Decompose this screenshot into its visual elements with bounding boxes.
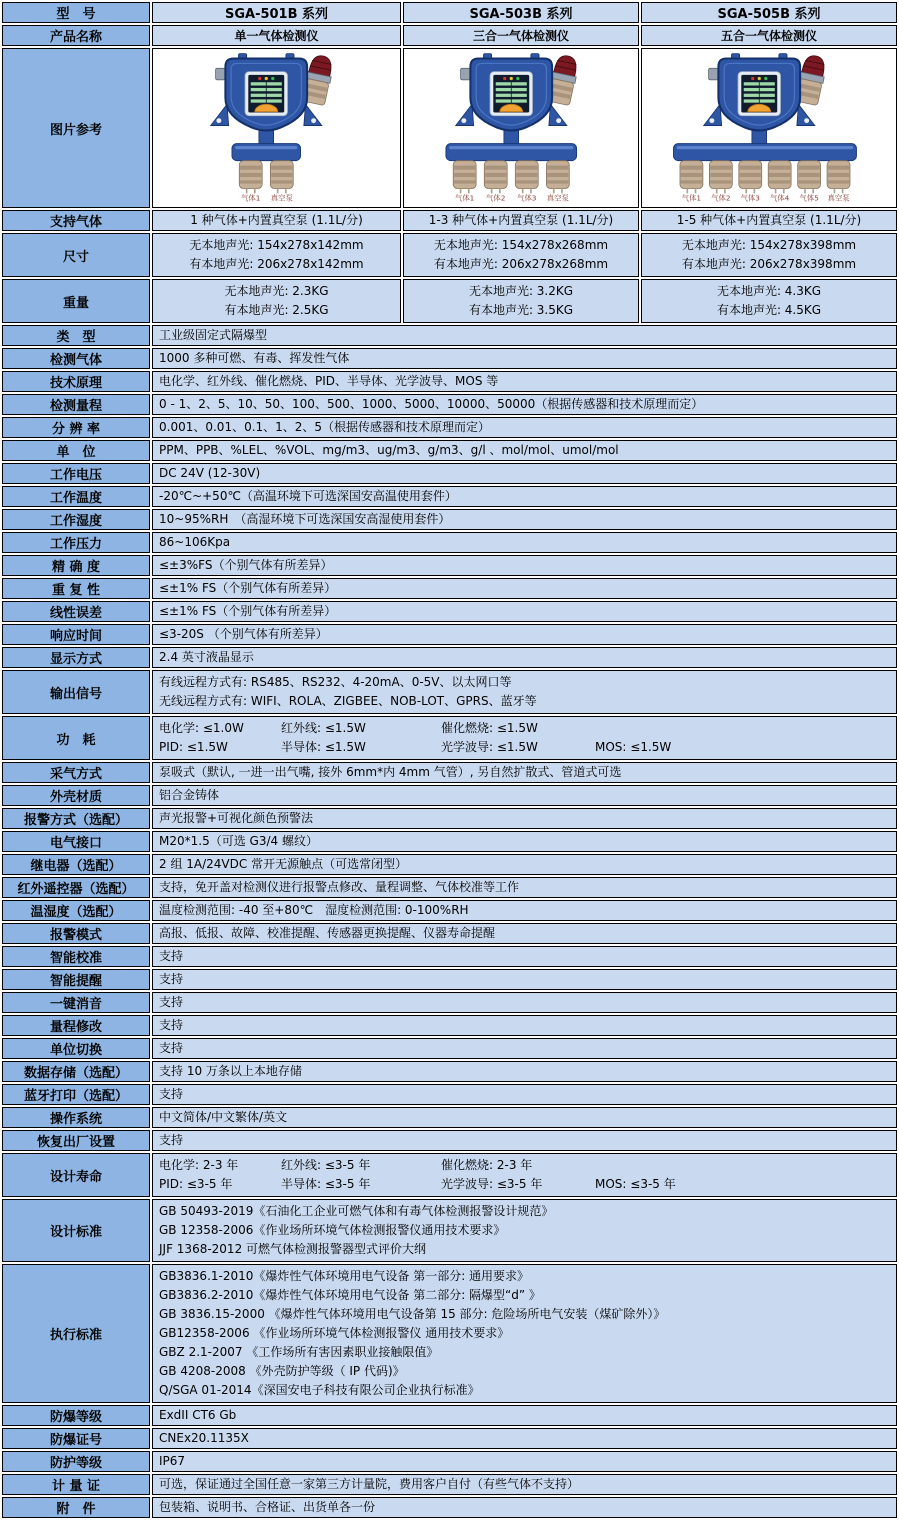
table-row [2, 509, 897, 530]
spec-value-cell [152, 279, 401, 323]
table-row [2, 670, 897, 714]
table-row [2, 532, 897, 553]
detail-line: GB 12358-2006《作业场所环境气体检测报警仪通用技术要求》 [159, 1223, 506, 1237]
detail-segment: 光学波导: ≤1.5W [441, 740, 538, 754]
detail-value-cell [152, 1061, 897, 1082]
spec-value-cell [641, 279, 897, 323]
spec-value-line: 1 种气体+内置真空泵 (1.1L/分) [190, 213, 363, 227]
spec-value-line: 有本地声光: 206x278x398mm [681, 257, 857, 271]
table-row [2, 877, 897, 898]
detail-line: 支持 [159, 949, 184, 963]
detail-value-cell [152, 1084, 897, 1105]
table-row [2, 969, 897, 990]
product-image-cell [403, 48, 639, 208]
detail-line: GB12358-2006 《作业场所环境气体检测报警仪 通用技术要求》 [159, 1326, 510, 1340]
product-name: 单一气体检测仪 [152, 25, 401, 46]
row-label: 数据存储（选配） [2, 1061, 150, 1082]
table-row [2, 463, 897, 484]
detail-line: 工业级固定式隔爆型 [159, 328, 268, 342]
row-label: 工作温度 [2, 486, 150, 507]
table-row [2, 1199, 897, 1262]
table-row [2, 348, 897, 369]
detail-value-cell [152, 716, 897, 760]
table-row [2, 1497, 897, 1518]
detail-line: GB3836.2-2010《爆炸性气体环境用电气设备 第二部分: 隔爆型“d” 》 [159, 1288, 541, 1302]
detail-value-cell [152, 854, 897, 875]
detail-line: 支持 [159, 972, 184, 986]
table-row [2, 1428, 897, 1449]
table-row [2, 647, 897, 668]
detail-value-cell [152, 1199, 897, 1262]
table-row [2, 1061, 897, 1082]
detail-line: 有线远程方式有: RS485、RS232、4-20mA、0-5V、以太网口等 [159, 675, 512, 689]
spec-value-line: 有本地声光: 206x278x142mm [189, 257, 364, 271]
table-row [2, 1474, 897, 1495]
spec-value-cell [641, 233, 897, 277]
detail-line: 声光报警+可视化颜色预警法 [159, 811, 314, 825]
row-label: 报警方式（选配） [2, 808, 150, 829]
spec-value-cell [641, 210, 897, 231]
row-label: 智能校准 [2, 946, 150, 967]
table-row [2, 48, 897, 208]
table-row [2, 371, 897, 392]
sensor-label: 真空泵 [827, 193, 850, 203]
row-label: 温湿度（选配） [2, 900, 150, 921]
detail-value-cell [152, 1107, 897, 1128]
row-label: 类 型 [2, 325, 150, 346]
table-row [2, 1015, 897, 1036]
row-label: 功 耗 [2, 716, 150, 760]
detail-line: 包装箱、说明书、合格证、出货单各一份 [159, 1500, 376, 1514]
row-label-model: 型 号 [2, 2, 150, 23]
detail-segment: 半导体: ≤1.5W [281, 740, 366, 754]
table-row [2, 325, 897, 346]
row-label: 智能提醒 [2, 969, 150, 990]
detail-value-cell [152, 877, 897, 898]
detail-value-cell [152, 348, 897, 369]
table-row [2, 946, 897, 967]
detail-segment: 红外线: ≤3-5 年 [281, 1158, 371, 1172]
row-label: 蓝牙打印（选配） [2, 1084, 150, 1105]
detail-line: GB3836.1-2010《爆炸性气体环境用电气设备 第一部分: 通用要求》 [159, 1269, 530, 1283]
spec-value-cell [403, 210, 639, 231]
detail-line: 支持 [159, 1041, 184, 1055]
table-row [2, 1264, 897, 1403]
detail-value-cell [152, 762, 897, 783]
detail-line: GB 50493-2019《石油化工企业可燃气体和有毒气体检测报警设计规范》 [159, 1204, 554, 1218]
detail-value-cell [152, 417, 897, 438]
sensor-label: 气体1 [241, 193, 261, 203]
row-label: 外壳材质 [2, 785, 150, 806]
detail-value-cell [152, 463, 897, 484]
detail-line: 支持 [159, 995, 184, 1009]
spec-value-line: 有本地声光: 2.5KG [224, 303, 329, 317]
detail-value-cell [152, 1451, 897, 1472]
detail-line: ≤±3%FS（个别气体有所差异） [159, 558, 333, 572]
product-image-cell [152, 48, 401, 208]
row-label: 一键消音 [2, 992, 150, 1013]
detail-line: PPM、PPB、%LEL、%VOL、mg/m3、ug/m3、g/m3、g/l 、mol/mol、umol/mol [159, 443, 619, 457]
detail-value-cell [152, 1264, 897, 1403]
detail-value-cell [152, 1474, 897, 1495]
spec-value-cell [403, 233, 639, 277]
detail-value-cell [152, 325, 897, 346]
detail-value-cell [152, 808, 897, 829]
model-name: SGA-503B 系列 [403, 2, 639, 23]
row-label-image: 图片参考 [2, 48, 150, 208]
row-label: 继电器（选配） [2, 854, 150, 875]
detail-line: Q/SGA 01-2014《深国安电子科技有限公司企业执行标准》 [159, 1383, 480, 1397]
table-row [2, 1084, 897, 1105]
detail-line: IP67 [159, 1454, 186, 1468]
spec-value-line: 无本地声光: 154x278x142mm [189, 238, 364, 252]
detail-line: ExdII CT6 Gb [159, 1408, 237, 1422]
spec-value-cell [403, 279, 639, 323]
detail-value-cell [152, 624, 897, 645]
detail-segment: 电化学: ≤1.0W [159, 721, 244, 735]
row-label: 恢复出厂设置 [2, 1130, 150, 1151]
detail-line: ≤3-20S （个别气体有所差异） [159, 627, 328, 641]
product-name: 三合一气体检测仪 [403, 25, 639, 46]
sensor-label: 气体3 [740, 193, 760, 203]
row-label: 精 确 度 [2, 555, 150, 576]
detail-segment: 催化燃烧: 2-3 年 [441, 1158, 533, 1172]
row-label: 线性误差 [2, 601, 150, 622]
detail-segment: 电化学: 2-3 年 [159, 1158, 239, 1172]
detail-line [159, 738, 890, 757]
detail-value-cell [152, 1405, 897, 1426]
row-label: 设计寿命 [2, 1153, 150, 1197]
table-row [2, 624, 897, 645]
detail-value-cell [152, 647, 897, 668]
table-row [2, 992, 897, 1013]
detail-value-cell [152, 992, 897, 1013]
table-row [2, 808, 897, 829]
table-row [2, 831, 897, 852]
table-row [2, 923, 897, 944]
table-row [2, 1130, 897, 1151]
detail-line: 铝合金铸体 [159, 788, 220, 802]
spec-value-line: 无本地声光: 154x278x268mm [433, 238, 609, 252]
detail-line: JJF 1368-2012 可燃气体检测报警器型式评价大纲 [159, 1242, 427, 1256]
sensor-label: 气体2 [485, 193, 506, 203]
detail-line: DC 24V (12-30V) [159, 466, 261, 480]
detail-line: -20℃~+50℃（高温环境下可选深国安高温使用套件） [159, 489, 457, 503]
row-label: 防爆证号 [2, 1428, 150, 1449]
table-row [2, 417, 897, 438]
detail-line [159, 1156, 890, 1175]
row-label-product: 产品名称 [2, 25, 150, 46]
row-label: 单位切换 [2, 1038, 150, 1059]
spec-value-line: 1-5 种气体+内置真空泵 (1.1L/分) [676, 213, 862, 227]
detail-line: 支持 [159, 1133, 184, 1147]
row-label: 防爆等级 [2, 1405, 150, 1426]
detail-value-cell [152, 601, 897, 622]
table-row [2, 2, 897, 23]
sensor-label: 真空泵 [546, 193, 569, 203]
row-label: 量程修改 [2, 1015, 150, 1036]
detail-line: GBZ 2.1-2007 《工作场所有害因素职业接触限值》 [159, 1345, 439, 1359]
row-label: 重量 [2, 279, 150, 323]
row-label: 计 量 证 [2, 1474, 150, 1495]
detail-line: 支持，免开盖对检测仪进行报警点修改、量程调整、气体校准等工作 [159, 880, 520, 894]
sensor-label: 气体1 [681, 193, 702, 203]
row-label: 采气方式 [2, 762, 150, 783]
detail-segment: 红外线: ≤1.5W [281, 721, 366, 735]
gas-detector-illustration [423, 52, 619, 204]
spec-value-line: 1-3 种气体+内置真空泵 (1.1L/分) [428, 213, 614, 227]
model-name: SGA-505B 系列 [641, 2, 897, 23]
detail-line: 86~106Kpa [159, 535, 231, 549]
detail-value-cell [152, 1497, 897, 1518]
detail-line [159, 1175, 890, 1194]
detail-line: 温度检测范围: -40 至+80℃ 湿度检测范围: 0-100%RH [159, 903, 469, 917]
detail-segment: PID: ≤3-5 年 [159, 1177, 233, 1191]
detail-line: 高报、低报、故障、校准提醒、传感器更换提醒、仪器寿命提醒 [159, 926, 496, 940]
detail-value-cell [152, 831, 897, 852]
table-row [2, 279, 897, 323]
detail-line: ≤±1% FS（个别气体有所差异） [159, 604, 337, 618]
product-image-cell [641, 48, 897, 208]
detail-segment: 光学波导: ≤3-5 年 [441, 1177, 543, 1191]
sensor-label: 真空泵 [271, 193, 294, 203]
row-label: 防护等级 [2, 1451, 150, 1472]
table-row [2, 486, 897, 507]
table-row [2, 762, 897, 783]
table-row [2, 716, 897, 760]
detail-segment: PID: ≤1.5W [159, 740, 228, 754]
row-label: 设计标准 [2, 1199, 150, 1262]
sensor-label: 气体3 [517, 193, 537, 203]
table-row [2, 233, 897, 277]
row-label: 支持气体 [2, 210, 150, 231]
detail-value-cell [152, 578, 897, 599]
detail-segment: 半导体: ≤3-5 年 [281, 1177, 371, 1191]
detail-value-cell [152, 486, 897, 507]
detail-value-cell [152, 1038, 897, 1059]
row-label: 输出信号 [2, 670, 150, 714]
detail-line: GB 4208-2008 《外壳防护等级（ IP 代码)》 [159, 1364, 405, 1378]
detail-value-cell [152, 670, 897, 714]
spec-value-line: 无本地声光: 2.3KG [224, 284, 329, 298]
detail-line: 支持 [159, 1018, 184, 1032]
detail-line: 0 - 1、2、5、10、50、100、500、1000、5000、10000、50000（根据传感器和技术原理而定） [159, 397, 704, 411]
row-label: 检测气体 [2, 348, 150, 369]
detail-line: 泵吸式（默认, 一进一出气嘴, 接外 6mm*内 4mm 气管）, 另自然扩散式、管道式可选 [159, 765, 622, 779]
sensor-label: 气体1 [454, 193, 475, 203]
table-row [2, 785, 897, 806]
detail-line: 2 组 1A/24VDC 常开无源触点（可选常闭型） [159, 857, 408, 871]
row-label: 红外遥控器（选配） [2, 877, 150, 898]
table-row [2, 601, 897, 622]
detail-line: 10~95%RH （高湿环境下可选深国安高湿使用套件） [159, 512, 451, 526]
spec-value-line: 无本地声光: 154x278x398mm [681, 238, 857, 252]
detail-value-cell [152, 923, 897, 944]
model-name: SGA-501B 系列 [152, 2, 401, 23]
gas-detector-illustration [671, 52, 867, 204]
spec-value-cell [152, 233, 401, 277]
row-label: 分 辨 率 [2, 417, 150, 438]
table-row [2, 1107, 897, 1128]
row-label: 附 件 [2, 1497, 150, 1518]
table-row [2, 900, 897, 921]
detail-line: ≤±1% FS（个别气体有所差异） [159, 581, 337, 595]
row-label: 单 位 [2, 440, 150, 461]
detail-line: CNEx20.1135X [159, 1431, 249, 1445]
sensor-label: 气体5 [799, 193, 819, 203]
sensor-label: 气体2 [711, 193, 731, 203]
detail-value-cell [152, 900, 897, 921]
detail-value-cell [152, 394, 897, 415]
gas-detector-illustration [178, 52, 374, 204]
detail-line: 无线远程方式有: WIFI、ROLA、ZIGBEE、NOB-LOT、GPRS、蓝牙等 [159, 694, 537, 708]
detail-value-cell [152, 1130, 897, 1151]
table-row [2, 25, 897, 46]
detail-value-cell [152, 509, 897, 530]
detail-line: 可选，保证通过全国任意一家第三方计量院，费用客户自付（有些气体不支持） [159, 1477, 580, 1491]
detail-line: 0.001、0.01、0.1、1、2、5（根据传感器和技术原理而定） [159, 420, 491, 434]
row-label: 工作湿度 [2, 509, 150, 530]
row-label: 工作压力 [2, 532, 150, 553]
row-label: 电气接口 [2, 831, 150, 852]
detail-value-cell [152, 969, 897, 990]
row-label: 报警模式 [2, 923, 150, 944]
row-label: 执行标准 [2, 1264, 150, 1403]
detail-value-cell [152, 371, 897, 392]
spec-value-line: 有本地声光: 4.5KG [716, 303, 822, 317]
detail-line: 电化学、红外线、催化燃烧、PID、半导体、光学波导、MOS 等 [159, 374, 499, 388]
row-label: 操作系统 [2, 1107, 150, 1128]
detail-value-cell [152, 1015, 897, 1036]
detail-value-cell [152, 1428, 897, 1449]
detail-segment: MOS: ≤1.5W [595, 740, 672, 754]
table-row [2, 394, 897, 415]
sensor-label: 气体4 [769, 193, 790, 203]
spec-value-line: 无本地声光: 3.2KG [468, 284, 574, 298]
detail-line: M20*1.5（可选 G3/4 螺纹） [159, 834, 318, 848]
table-row [2, 555, 897, 576]
row-label: 重 复 性 [2, 578, 150, 599]
table-row [2, 1038, 897, 1059]
row-label: 工作电压 [2, 463, 150, 484]
table-row [2, 854, 897, 875]
table-row [2, 210, 897, 231]
detail-segment: MOS: ≤3-5 年 [595, 1177, 676, 1191]
detail-line: 1000 多种可燃、有毒、挥发性气体 [159, 351, 350, 365]
detail-value-cell [152, 440, 897, 461]
spec-value-line: 无本地声光: 4.3KG [716, 284, 822, 298]
detail-value-cell [152, 532, 897, 553]
detail-line: GB 3836.15-2000 《爆炸性气体环境用电气设备第 15 部分: 危险场所电气安装（煤矿除外）》 [159, 1307, 666, 1321]
detail-line [159, 719, 890, 738]
detail-segment: 催化燃烧: ≤1.5W [441, 721, 538, 735]
row-label: 显示方式 [2, 647, 150, 668]
row-label: 尺寸 [2, 233, 150, 277]
detail-value-cell [152, 785, 897, 806]
table-row [2, 1405, 897, 1426]
detail-value-cell [152, 946, 897, 967]
spec-value-line: 有本地声光: 3.5KG [468, 303, 574, 317]
detail-line: 支持 [159, 1087, 184, 1101]
spec-value-cell [152, 210, 401, 231]
table-row [2, 1153, 897, 1197]
product-name: 五合一气体检测仪 [641, 25, 897, 46]
row-label: 技术原理 [2, 371, 150, 392]
detail-value-cell [152, 555, 897, 576]
row-label: 检测量程 [2, 394, 150, 415]
table-row [2, 1451, 897, 1472]
spec-value-line: 有本地声光: 206x278x268mm [433, 257, 609, 271]
table-row [2, 440, 897, 461]
detail-value-cell [152, 1153, 897, 1197]
detail-line: 支持 10 万条以上本地存储 [159, 1064, 302, 1078]
row-label: 响应时间 [2, 624, 150, 645]
detail-line: 2.4 英寸液晶显示 [159, 650, 254, 664]
detail-line: 中文简体/中文繁体/英文 [159, 1110, 288, 1124]
table-row [2, 578, 897, 599]
